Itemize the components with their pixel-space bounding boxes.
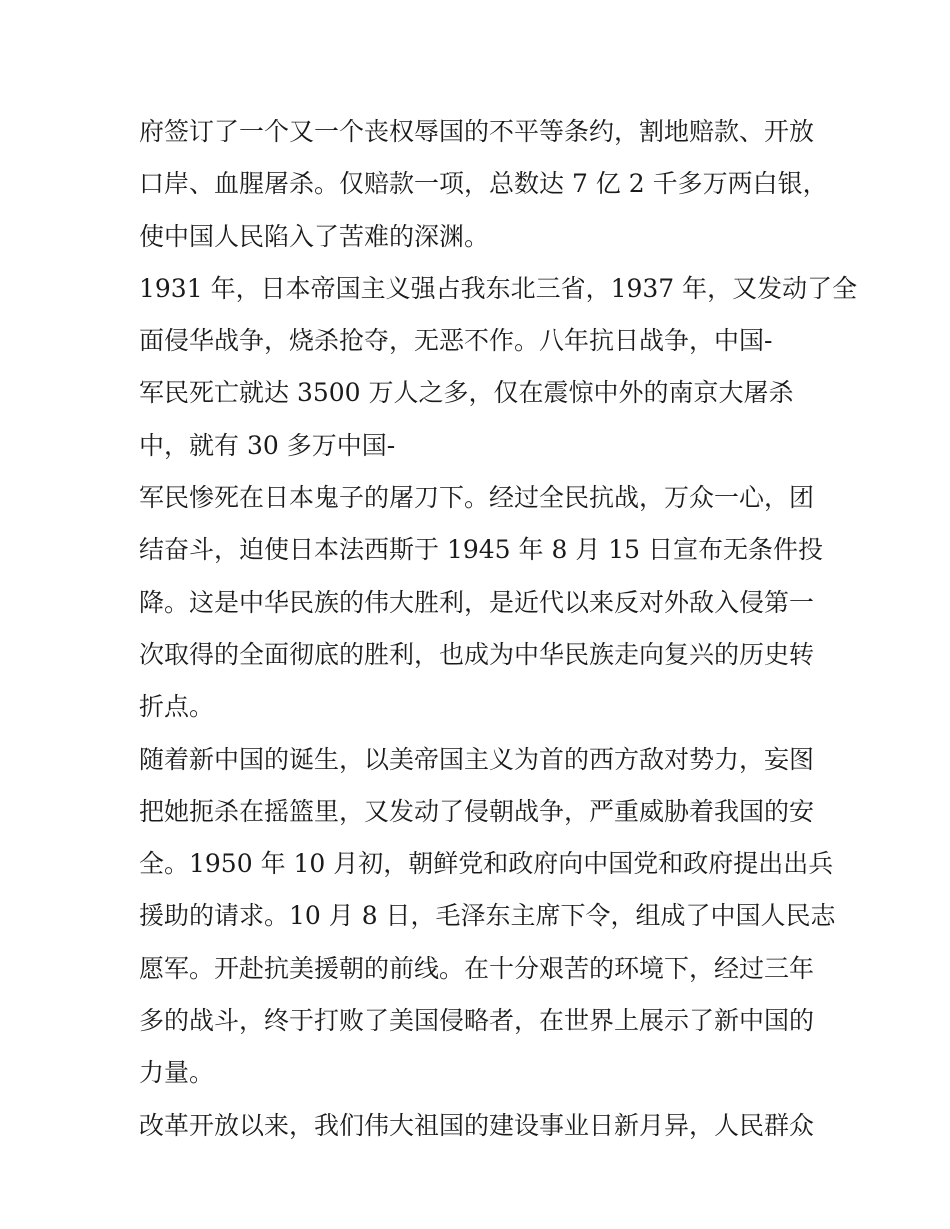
text-line: 1931 年，日本帝国主义强占我东北三省，1937 年，又发动了全	[139, 273, 858, 303]
text-line: 军民惨死在日本鬼子的屠刀下。经过全民抗战，万众一心，团	[139, 483, 815, 513]
text-line: 军民死亡就达 3500 万人之多，仅在震惊中外的南京大屠杀	[139, 378, 794, 408]
text-line: 口岸、血腥屠杀。仅赔款一项，总数达 7 亿 2 千多万两白银，	[139, 169, 828, 199]
text-line: 力量。	[139, 1058, 215, 1088]
text-line: 面侵华战争，烧杀抢夺，无恶不作。八年抗日战争，中国-	[139, 326, 773, 356]
text-line: 把她扼杀在摇篮里，又发动了侵朝战争，严重威胁着我国的安	[139, 796, 815, 826]
text-line: 援助的请求。10 月 8 日，毛泽东主席下令，组成了中国人民志	[139, 901, 836, 931]
text-line: 改革开放以来，我们伟大祖国的建设事业日新月异，人民群众	[139, 1110, 815, 1140]
text-line: 降。这是中华民族的伟大胜利，是近代以来反对外敌入侵第一	[139, 587, 815, 617]
text-line: 使中国人民陷入了苦难的深渊。	[139, 221, 490, 251]
text-line: 愿军。开赴抗美援朝的前线。在十分艰苦的环境下，经过三年	[139, 953, 815, 983]
text-line: 中，就有 30 多万中国-	[139, 430, 396, 460]
text-line: 次取得的全面彻底的胜利，也成为中华民族走向复兴的历史转	[139, 639, 815, 669]
text-line: 结奋斗，迫使日本法西斯于 1945 年 8 月 15 日宣布无条件投	[139, 535, 824, 565]
text-line: 随着新中国的诞生，以美帝国主义为首的西方敌对势力，妄图	[139, 744, 815, 774]
document-body	[139, 110, 858, 1156]
text-line: 府签订了一个又一个丧权辱国的不平等条约，割地赔款、开放	[139, 117, 815, 146]
text-line: 多的战斗，终于打败了美国侵略者，在世界上展示了新中国的	[139, 1006, 815, 1036]
text-line: 全。1950 年 10 月初，朝鲜党和政府向中国党和政府提出出兵	[139, 849, 834, 879]
text-line: 折点。	[139, 692, 215, 722]
